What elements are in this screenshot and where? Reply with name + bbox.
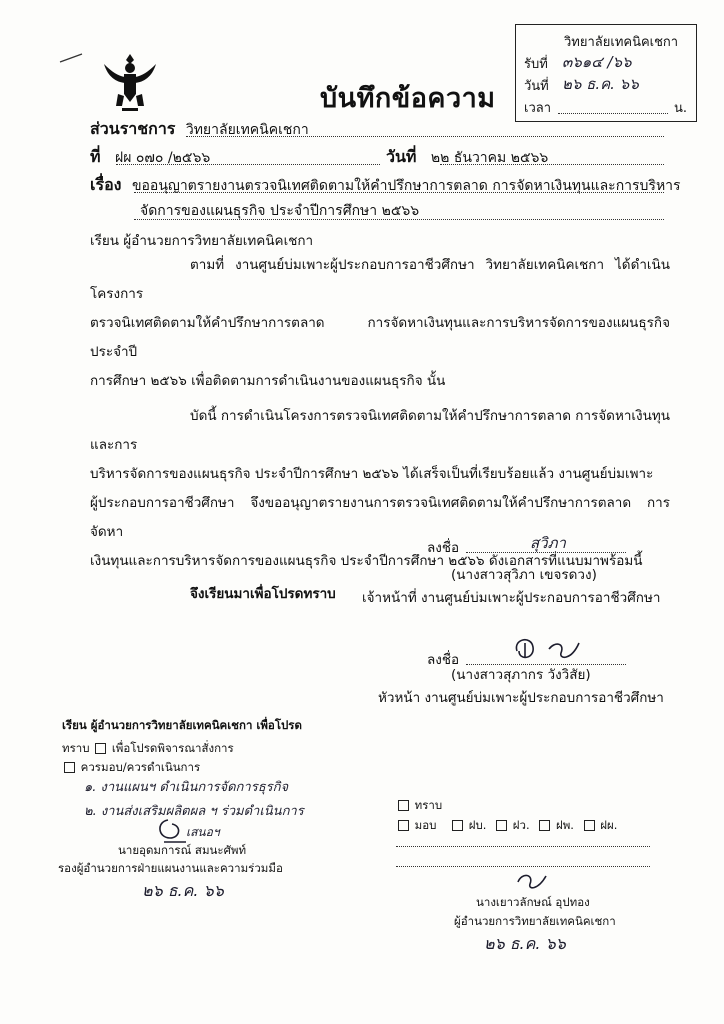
right-opt-ack [396,797,442,815]
sig1-handwritten: สุวิภา [530,534,566,552]
sig2-label: ลงชื่อ [427,652,460,668]
doc-number-value: ฝผ ๐๗๐ /๒๕๖๖ [115,150,211,166]
left-hand2: ๒. งานส่งเสริมผลิตผล ฯ ร่วมดำเนินการ [84,804,304,819]
agency-value: วิทยาลัยเทคนิคเชกา [185,122,309,138]
sig1-position: เจ้าหน้าที่ งานศูนย์บ่มเพาะผู้ประกอบการอาชีวศึกษา [362,590,661,606]
right-position: ผู้อำนวยการวิทยาลัยเทคนิคเชกา [454,914,616,928]
doc-date-label: วันที่ [386,147,417,166]
agency-line [186,136,664,137]
right-d-checkbox [584,820,595,831]
left-note-opt1 [62,740,234,758]
right-name: นางเยาวลักษณ์ อุปทอง [476,895,590,909]
received-stamp [515,24,697,122]
subject-label: เรื่อง [90,175,122,194]
right-assign-label: มอบ [414,818,437,832]
subject-line1-rule [134,192,664,193]
closing-line: จึงเรียนมาเพื่อโปรดทราบ [190,586,336,602]
stamp-received-label: รับที่ [524,57,548,72]
stamp-time-suffix: น. [674,101,688,116]
right-handwritten-signature [512,868,552,894]
right-assign-checkbox [398,820,409,831]
left-note-to: เรียน ผู้อำนวยการวิทยาลัยเทคนิคเชกา เพื่อโปรด [62,718,302,732]
right-a-label: ฝบ. [468,818,487,832]
pen-mark [58,48,84,58]
subject-field [90,173,681,198]
left-hand3: เสนอฯ [186,825,220,839]
agency-field [90,117,309,142]
right-ack-checkbox [398,800,409,811]
p2-line3: ผู้ประกอบการอาชีวศึกษา จึงขออนุญาตรายงานการตรวจนิเทศติดตามให้คำปรึกษาการตลาด การจัดหา [90,495,670,540]
garuda-emblem [98,50,162,114]
left-opt2-label: ควรมอบ/ควรดำเนินการ [80,760,201,774]
subject-line2: จัดการของแผนธุรกิจ ประจำปีการศึกษา ๒๕๖๖ [140,203,420,219]
left-opt2-checkbox [64,762,75,773]
left-hand1: ๑. งานแผนฯ ดำเนินการจัดการธุรกิจ [84,780,289,795]
stamp-date-value: ๒๖ ธ.ค. ๖๖ [562,75,639,93]
stamp-org: วิทยาลัยเทคนิคเชกา [564,35,679,50]
right-d-label: ฝผ. [600,818,618,832]
sig2-handwritten-signature [505,631,585,667]
doc-date-value: ๒๒ ธันวาคม ๒๕๖๖ [430,150,549,166]
right-b-checkbox [496,820,507,831]
left-position: รองผู้อำนวยการฝ่ายแผนงานและความร่วมมือ [58,861,283,875]
agency-label: ส่วนราชการ [90,119,176,138]
right-hand-date: ๒๖ ธ.ค. ๖๖ [484,934,566,953]
doc-number-label: ที่ [90,147,101,166]
doc-number-line [116,164,380,165]
memo-title: บันทึกข้อความ [320,83,496,114]
salutation: เรียน ผู้อำนวยการวิทยาลัยเทคนิคเชกา [90,233,314,249]
right-note-line2 [396,866,650,867]
right-opt-assign [396,817,617,835]
subject-line1: ขออนุญาตรายงานตรวจนิเทศติดตามให้คำปรึกษาการตลาด การจัดหาเงินทุนและการบริหาร [131,178,681,194]
p2-line2: บริหารจัดการของแผนธุรกิจ ประจำปีการศึกษา ๒๕๖๖ ได้เสร็จเป็นที่เรียบร้อยแล้ว งานศูนย์บ่มเพาะ [90,466,654,482]
doc-date-field [386,145,548,170]
sig1-label: ลงชื่อ [427,540,460,556]
stamp-received-value: ๓๖๑๔ /๖๖ [562,53,632,71]
stamp-date-label: วันที่ [524,79,549,94]
left-note-opt2 [62,759,200,777]
p1-line1: ตามที่ งานศูนย์บ่มเพาะผู้ประกอบการอาชีวศึกษา วิทยาลัยเทคนิคเชกา ได้ดำเนินโครงการ [90,257,670,302]
doc-number-field [90,145,210,170]
doc-date-line [440,164,664,165]
left-opt1b-checkbox [95,743,106,754]
sig1-name: (นางสาวสุวิภา เขจรดวง) [451,567,597,583]
right-c-label: ฝพ. [555,818,574,832]
left-opt1-label: ทราบ [62,741,90,755]
right-note-line1 [396,846,650,847]
left-name: นายอุดมการณ์ สมนะศัพท์ [118,843,247,857]
p2-line1: บัดนี้ การดำเนินโครงการตรวจนิเทศติดตามให้คำปรึกษาการตลาด การจัดหาเงินทุนและการ [90,408,670,453]
p1-line3: การศึกษา ๒๕๖๖ เพื่อติดตามการดำเนินงานของแผนธุรกิจ นั้น [90,373,446,389]
p2-line4: เงินทุนและการบริหารจัดการของแผนธุรกิจ ประจำปีการศึกษา ๒๕๖๖ ดังเอกสารที่แนบมาพร้อมนี้ [90,553,643,569]
right-ack-label: ทราบ [414,798,443,812]
sig2-position: หัวหน้า งานศูนย์บ่มเพาะผู้ประกอบการอาชีวศึกษา [378,690,664,706]
stamp-time-line [558,113,668,114]
right-b-label: ฝว. [512,818,530,832]
left-hand-date: ๒๖ ธ.ค. ๖๖ [142,881,224,900]
right-c-checkbox [539,820,550,831]
left-opt1b-label: เพื่อโปรดพิจารณาสั่งการ [111,741,234,755]
subject-line2-rule [134,219,664,220]
sig2-name: (นางสาวสุภากร วังวิสัย) [451,667,591,683]
p1-line2: ตรวจนิเทศติดตามให้คำปรึกษาการตลาด การจัดหาเงินทุนและการบริหารจัดการของแผนธุรกิจ ประจำปี [90,315,670,360]
right-a-checkbox [452,820,463,831]
stamp-time-label: เวลา [524,101,552,116]
memo-body [90,251,670,609]
